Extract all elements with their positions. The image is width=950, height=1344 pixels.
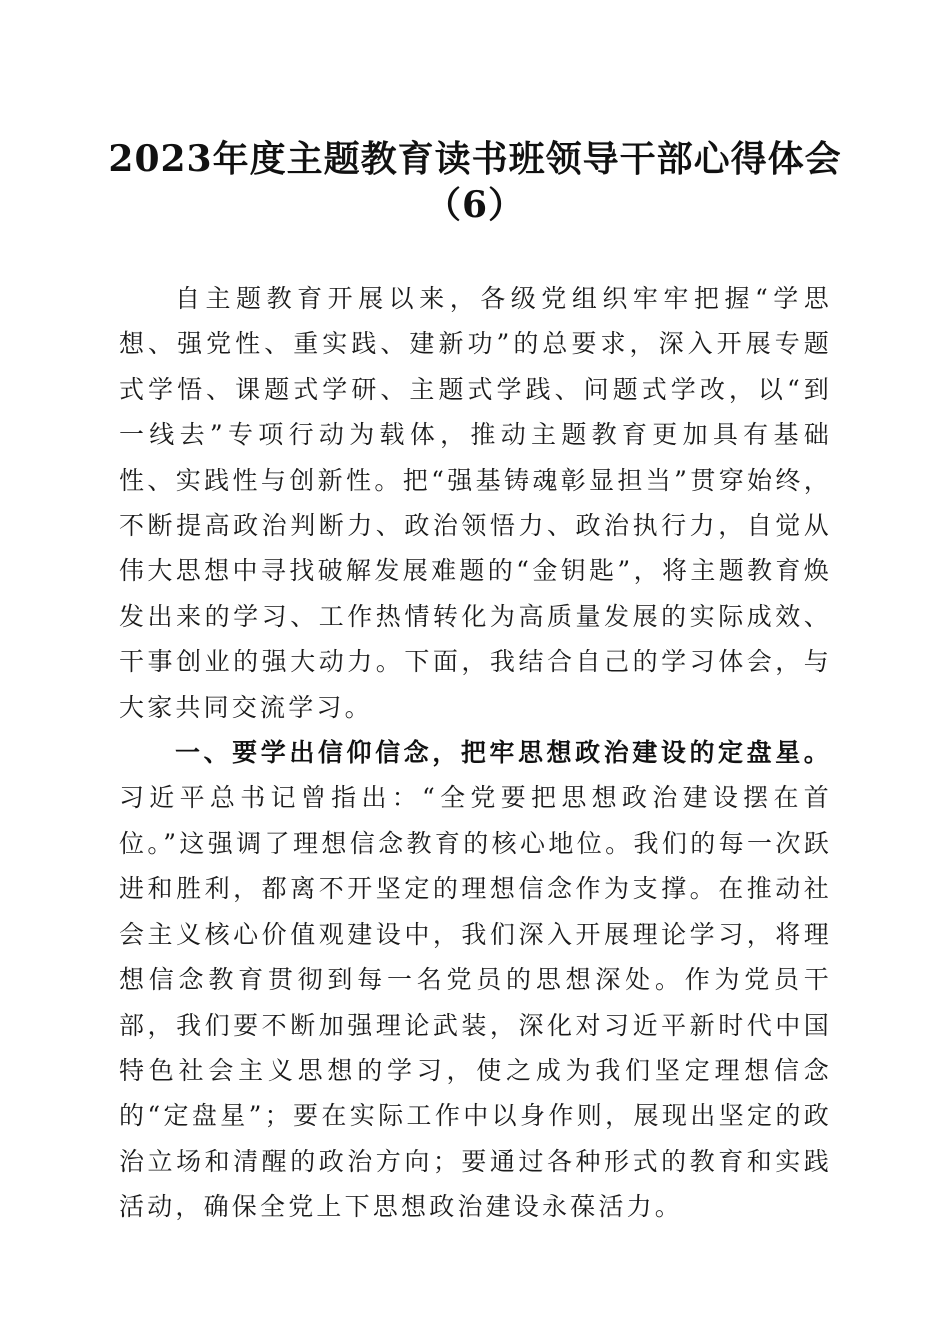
paragraph-intro (119, 276, 832, 730)
paragraph-text: 自主题教育开展以来，各级党组织牢牢把握“学思想、强党性、重实践、建新功”的总要求，深入开展专题式学悟、课题式学研、主题式学践、问题式学改，以“到一线去”专项行动为载体，推动主题教育更加具有基础性、实践性与创新性。把“强基铸魂彰显担当”贯穿始终，不断提高政治判断力、政治领悟力、政治执行力，自觉从伟大思想中寻找破解发展难题的“金钥匙”，将主题教育焕发出来的学习、工作热情转化为高质量发展的实际成效、干事创业的强大动力。下面，我结合自己的学习体会，与大家共同交流学习。 (119, 284, 832, 722)
title-line-number: （6） (424, 184, 526, 226)
paragraph-section-one (119, 730, 832, 1229)
document-title (80, 136, 870, 228)
section-heading: 一、要学出信仰信念，把牢思想政治建设的定盘星。 (175, 738, 832, 768)
title-line-main: 2023年度主题教育读书班领导干部心得体会 (108, 138, 842, 180)
paragraph-text: 习近平总书记曾指出：“全党要把思想政治建设摆在首位。”这强调了理想信念教育的核心地位。我们的每一次跃进和胜利，都离不开坚定的理想信念作为支撑。在推动社会主义核心价值观建设中，我们深入开展理论学习，将理想信念教育贯彻到每一名党员的思想深处。作为党员干部，我们要不断加强理论武装，深化对习近平新时代中国特色社会主义思想的学习，使之成为我们坚定理想信念的“定盘星”；要在实际工作中以身作则，展现出坚定的政治立场和清醒的政治方向；要通过各种形式的教育和实践活动，确保全党上下思想政治建设永葆活力。 (119, 783, 832, 1222)
document-body (119, 276, 832, 1230)
